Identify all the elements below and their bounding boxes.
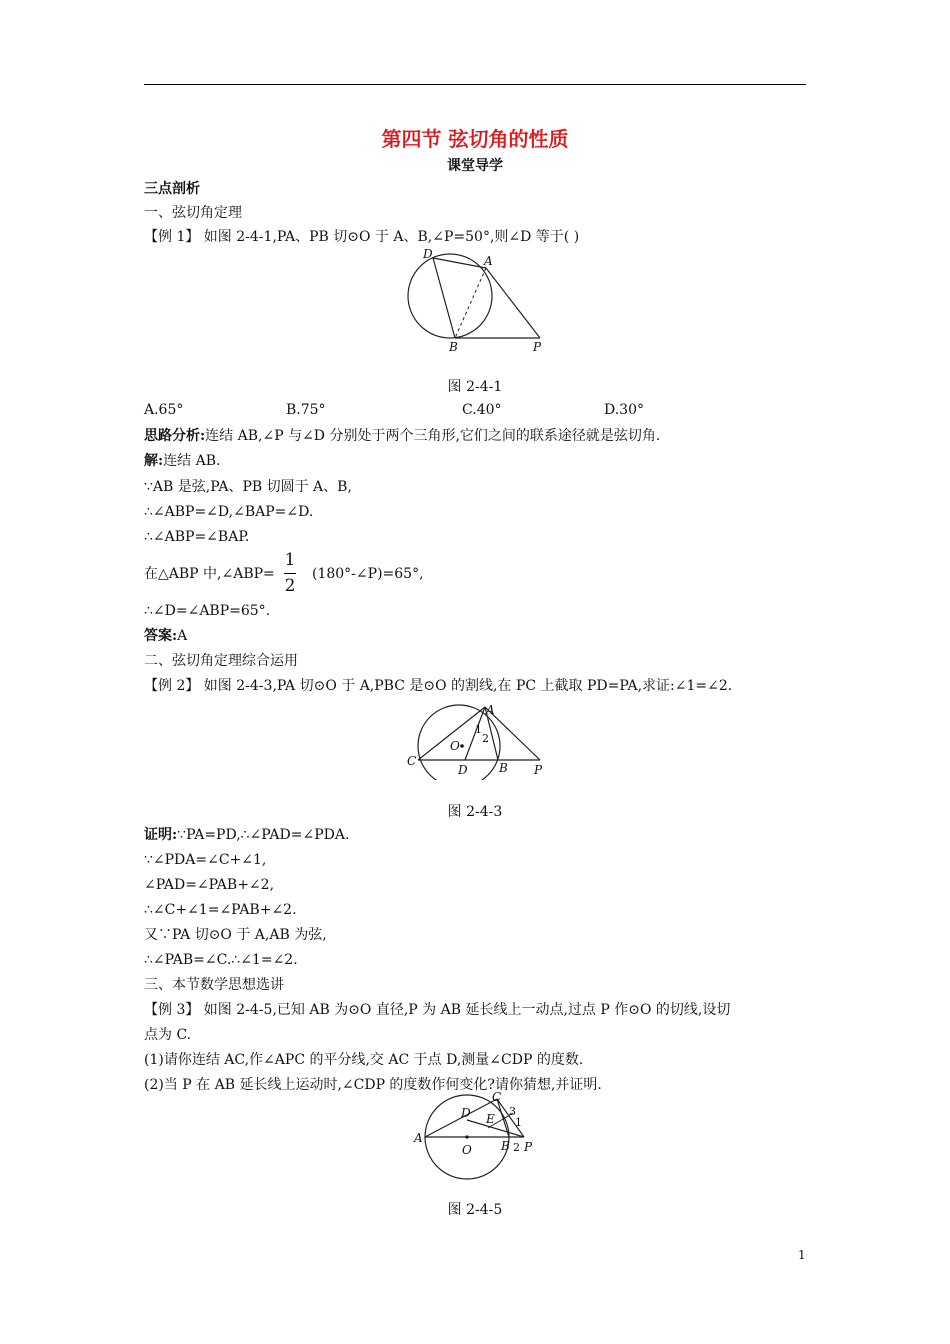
analysis-label: 思路分析: bbox=[144, 428, 206, 444]
fig3-label-c: C bbox=[492, 1090, 502, 1104]
fig3-label-p: P bbox=[524, 1140, 533, 1154]
fig2-label-a: A bbox=[486, 703, 495, 717]
solution-step-5: ∴∠D=∠ABP=65°. bbox=[144, 603, 271, 619]
page-number: 1 bbox=[798, 1248, 806, 1262]
fig3-label-d: D bbox=[461, 1106, 471, 1120]
example-1-text: 【例 1】 如图 2-4-1,PA、PB 切⊙O 于 A、B,∠P=50°,则∠D 等于( ) bbox=[144, 229, 580, 245]
proof-step-2: ∠PAD=∠PAB+∠2, bbox=[144, 877, 275, 893]
fig3-label-2: 2 bbox=[513, 1141, 520, 1154]
fig3-label-3: 3 bbox=[509, 1105, 516, 1118]
subsection-heading-2: 二、弦切角定理综合运用 bbox=[144, 653, 298, 669]
example-3-text-cont: 点为 C. bbox=[144, 1027, 192, 1043]
analysis-line bbox=[144, 427, 660, 445]
fig3-label-a: A bbox=[414, 1131, 423, 1145]
section-heading: 三点剖析 bbox=[144, 181, 200, 197]
fig1-label-d: D bbox=[423, 247, 433, 261]
example-2-text: 【例 2】 如图 2-4-3,PA 切⊙O 于 A,PBC 是⊙O 的割线,在 PC 上截取 PD=PA,求证:∠1=∠2. bbox=[144, 678, 733, 694]
header-rule bbox=[144, 84, 806, 85]
fig1-label-p: P bbox=[533, 340, 542, 354]
proof-step-3: ∴∠C+∠1=∠PAB+∠2. bbox=[144, 902, 297, 918]
fig3-label-1: 1 bbox=[515, 1116, 522, 1129]
fig2-label-2: 2 bbox=[482, 732, 489, 745]
fig3-label-o: O bbox=[462, 1143, 472, 1157]
figure-2-4-5-caption: 图 2-4-5 bbox=[447, 1202, 503, 1218]
fig2-label-b: B bbox=[499, 761, 508, 775]
figure-2-4-1 bbox=[400, 245, 550, 355]
proof-line bbox=[144, 826, 349, 844]
fig3-label-e: E bbox=[486, 1112, 495, 1126]
figure-2-4-1-caption: 图 2-4-1 bbox=[447, 379, 503, 395]
proof-label: 证明: bbox=[144, 827, 178, 843]
figure-2-4-5 bbox=[405, 1090, 545, 1182]
figure-2-4-3 bbox=[400, 698, 550, 780]
fig1-label-b: B bbox=[449, 340, 458, 354]
option-a: A.65° bbox=[144, 402, 184, 418]
fig3-label-b: B bbox=[501, 1139, 510, 1153]
proof-text: ∵PA=PD,∴∠PAD=∠PDA. bbox=[177, 827, 350, 843]
example-3-text: 【例 3】 如图 2-4-5,已知 AB 为⊙O 直径,P 为 AB 延长线上一动点,过点 P 作⊙O 的切线,设切 bbox=[144, 1002, 731, 1018]
solution-step-3: ∴∠ABP=∠BAP. bbox=[144, 529, 250, 545]
answer-label: 答案: bbox=[144, 628, 178, 644]
analysis-text: 连结 AB,∠P 与∠D 分别处于两个三角形,它们之间的联系途径就是弦切角. bbox=[205, 428, 661, 444]
figure-2-4-3-caption: 图 2-4-3 bbox=[447, 804, 503, 820]
fig2-label-c: C bbox=[407, 754, 417, 768]
page-title: 第四节 弦切角的性质 bbox=[381, 127, 569, 151]
fig2-label-o: O bbox=[450, 739, 460, 753]
solution-line bbox=[144, 452, 220, 470]
proof-step-4: 又∵PA 切⊙O 于 A,AB 为弦, bbox=[144, 927, 327, 943]
fig1-label-a: A bbox=[484, 254, 493, 268]
subsection-heading-1: 一、弦切角定理 bbox=[144, 205, 242, 221]
option-b: B.75° bbox=[286, 402, 326, 418]
solution-text: 连结 AB. bbox=[163, 453, 221, 469]
subsection-heading-3: 三、本节数学思想选讲 bbox=[144, 977, 284, 993]
fraction-bar bbox=[284, 573, 296, 574]
option-c: C.40° bbox=[462, 402, 502, 418]
answer-value: A bbox=[177, 628, 188, 644]
page-subtitle: 课堂导学 bbox=[447, 158, 503, 174]
fig2-label-d: D bbox=[458, 763, 468, 777]
solution-step-2: ∴∠ABP=∠D,∠BAP=∠D. bbox=[144, 504, 314, 520]
question-2: (2)当 P 在 AB 延长线上运动时,∠CDP 的度数作何变化?请你猜想,并证明. bbox=[144, 1077, 602, 1093]
answer-line bbox=[144, 627, 187, 645]
solution-step-4b: (180°-∠P)=65°, bbox=[312, 566, 424, 582]
proof-step-5: ∴∠PAB=∠C.∴∠1=∠2. bbox=[144, 952, 298, 968]
fraction-denominator: 2 bbox=[284, 576, 296, 596]
solution-step-1: ∵AB 是弦,PA、PB 切圆于 A、B, bbox=[144, 479, 352, 495]
option-d: D.30° bbox=[604, 402, 644, 418]
fig2-label-1: 1 bbox=[475, 723, 482, 736]
fraction-numerator: 1 bbox=[284, 550, 296, 570]
fig2-label-p: P bbox=[534, 763, 543, 777]
solution-label: 解: bbox=[144, 453, 164, 469]
solution-step-4a: 在△ABP 中,∠ABP= bbox=[144, 566, 275, 582]
proof-step-1: ∵∠PDA=∠C+∠1, bbox=[144, 852, 267, 868]
question-1: (1)请你连结 AC,作∠APC 的平分线,交 AC 于点 D,测量∠CDP 的度数. bbox=[144, 1052, 584, 1068]
